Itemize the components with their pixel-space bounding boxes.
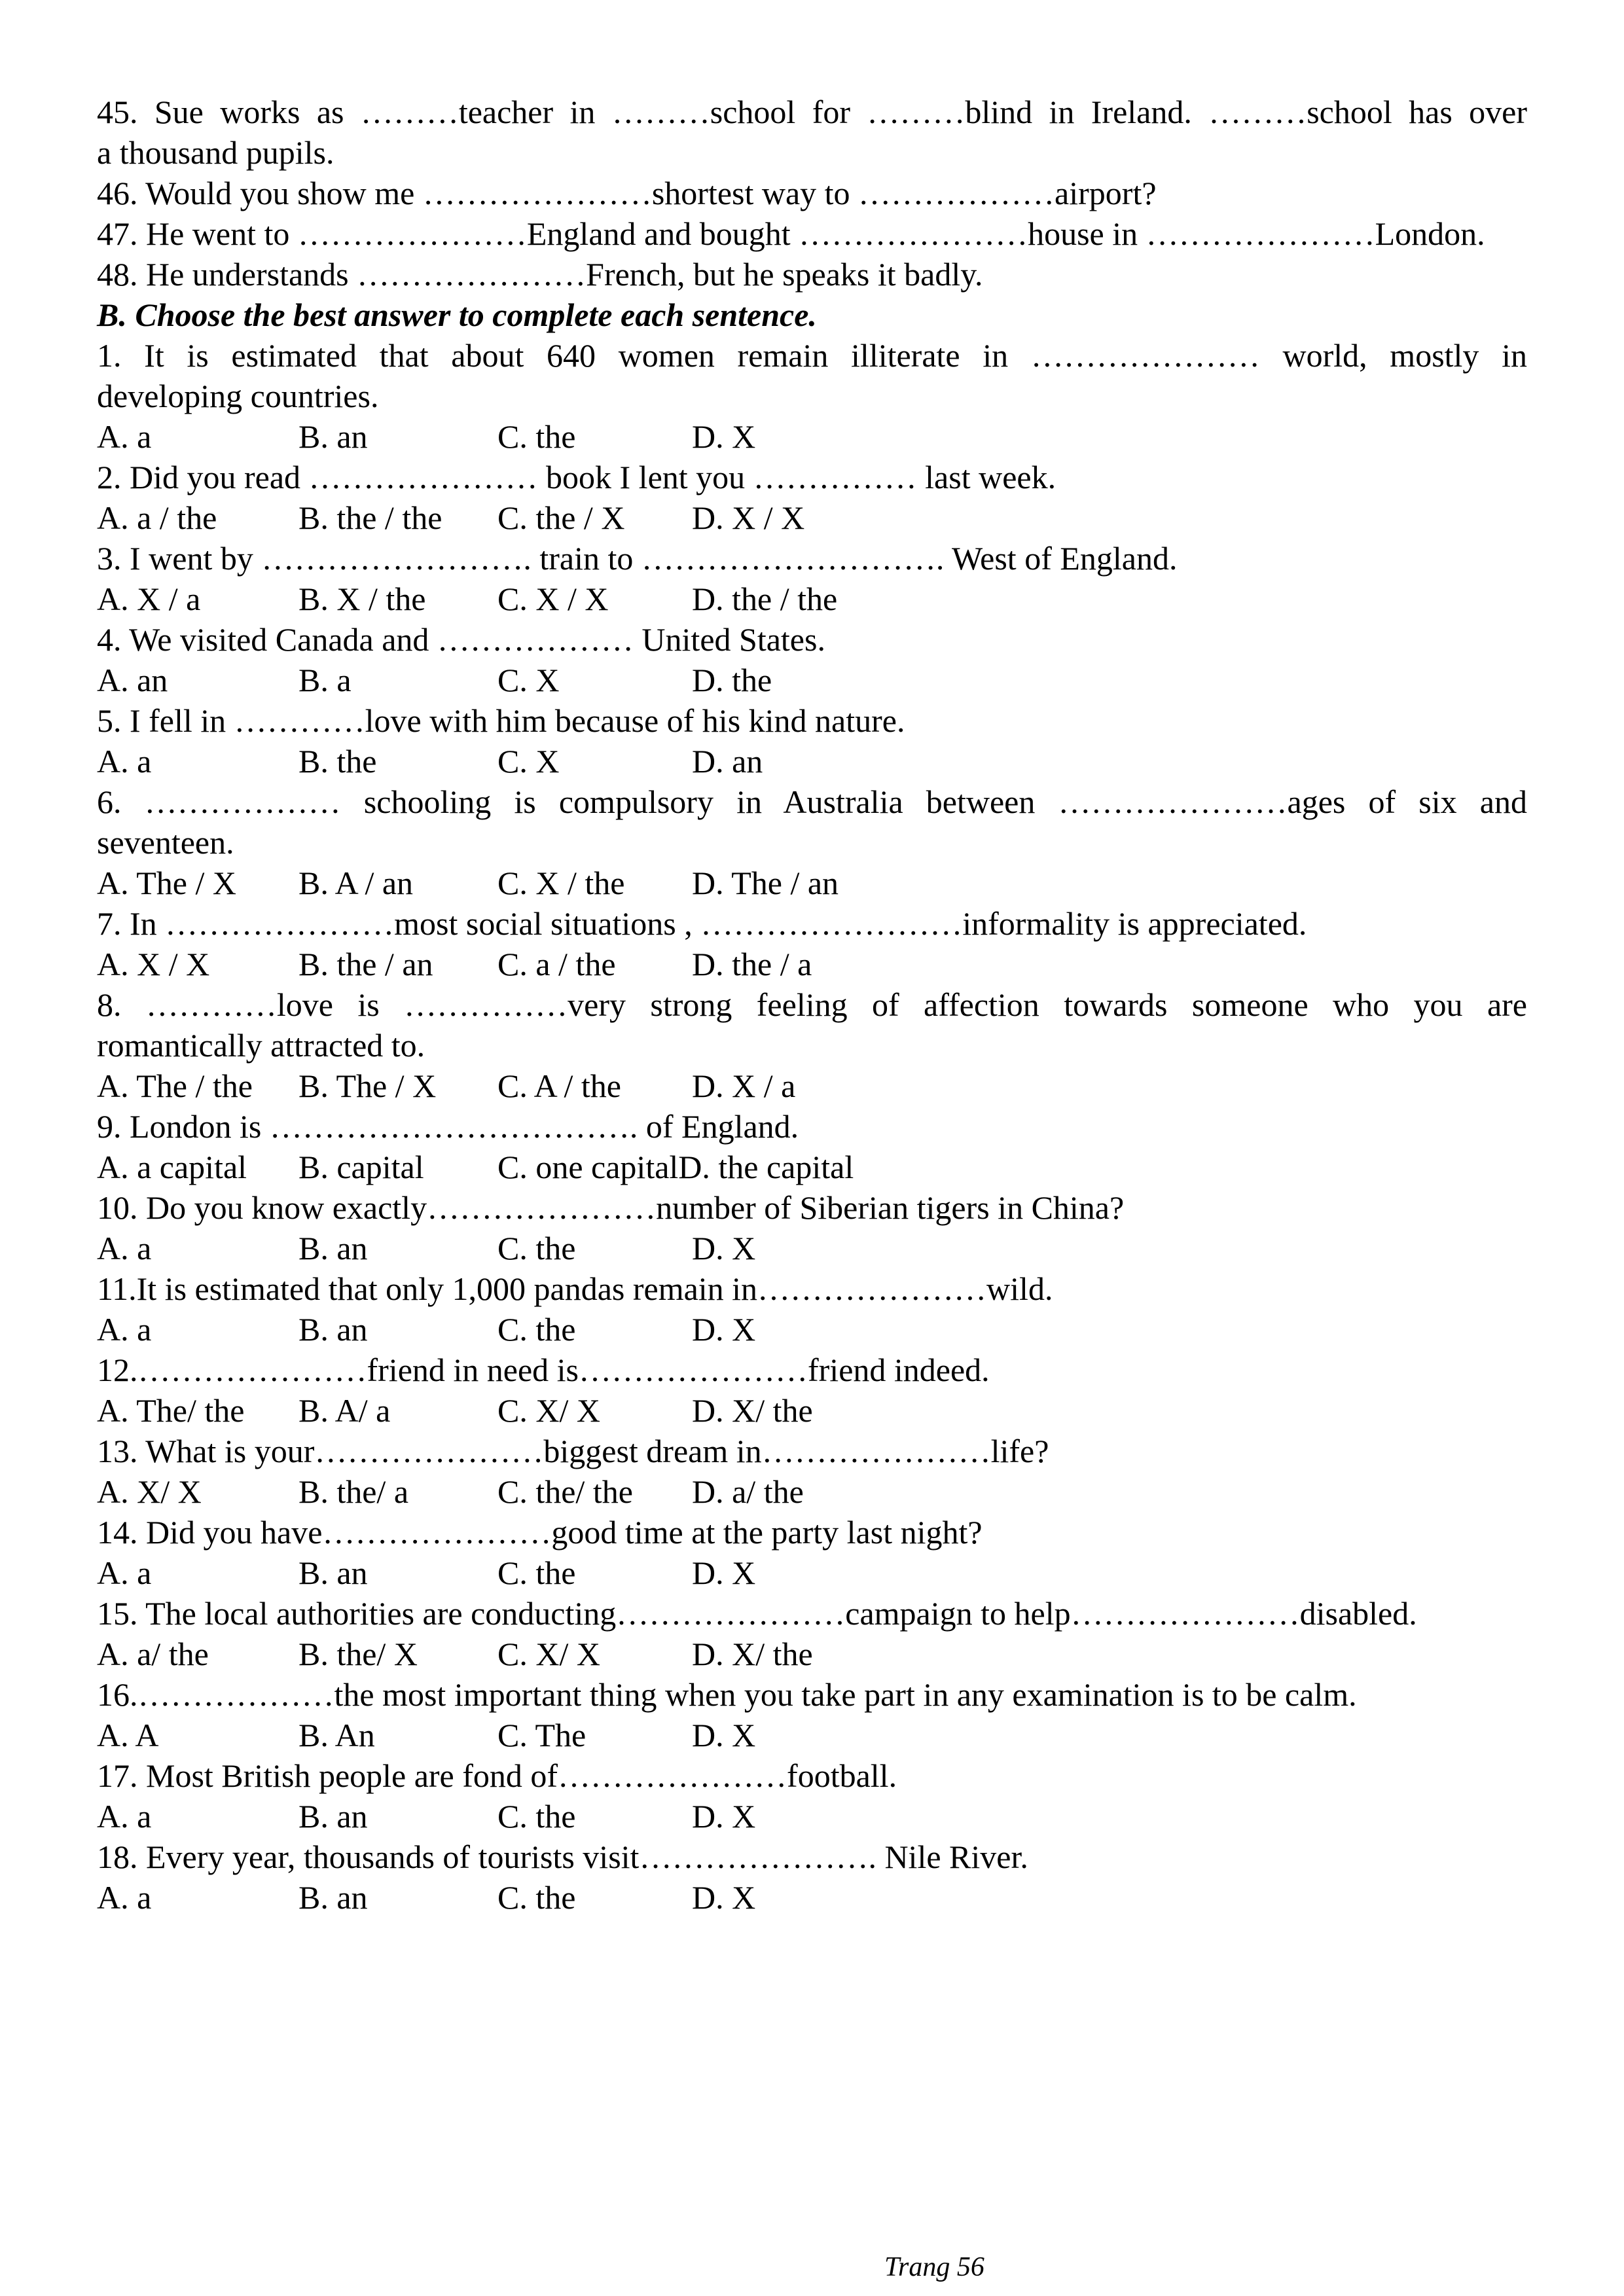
option-b: B. an (298, 1879, 368, 1916)
question-line: 17. Most British people are fond of…………………football. (97, 1757, 897, 1794)
question-line: 4. We visited Canada and ……………… United States. (97, 621, 825, 658)
option-d: D. X/ the (692, 1636, 813, 1672)
option-d: D. X (692, 1798, 756, 1835)
question-line: seventeen. (97, 824, 234, 861)
option-d: D. X (692, 418, 756, 455)
options-row (97, 944, 1527, 984)
options-row (97, 1390, 1527, 1431)
question-line: 11.It is estimated that only 1,000 pandas remain in…………………wild. (97, 1270, 1053, 1307)
option-a: A. a capital (97, 1149, 247, 1185)
question-line: 7. In …………………most social situations , ……………………informality is appreciated. (97, 905, 1307, 942)
worksheet-content (97, 92, 1527, 1918)
question-line: 18. Every year, thousands of tourists visit…………………. Nile River. (97, 1839, 1028, 1875)
question-line: 46. Would you show me …………………shortest way to ………………airport? (97, 175, 1157, 211)
option-a: A. The/ the (97, 1392, 245, 1429)
question-line: 10. Do you know exactly…………………number of Siberian tigers in China? (97, 1189, 1125, 1226)
options-row (97, 416, 1527, 457)
option-b: B. An (298, 1717, 375, 1753)
option-a: A. The / the (97, 1067, 253, 1104)
question-line: 13. What is your…………………biggest dream in…………………life? (97, 1433, 1049, 1469)
question-line: 1. It is estimated that about 640 women remain illiterate in ………………… world, mostly in (97, 337, 1527, 374)
option-c: C. X/ X (497, 1392, 600, 1429)
option-b: B. A/ a (298, 1392, 391, 1429)
option-b: B. the/ a (298, 1473, 409, 1510)
option-d: D. an (692, 743, 763, 780)
question-line: 6. ……………… schooling is compulsory in Australia between …………………ages of six and (97, 783, 1527, 820)
option-a: A. X / X (97, 946, 210, 982)
option-b: B. The / X (298, 1067, 437, 1104)
option-b: B. an (298, 1311, 368, 1348)
question-line: 48. He understands …………………French, but he speaks it badly. (97, 256, 983, 293)
question-line: 16.………………the most important thing when you take part in any examination is to be calm. (97, 1676, 1357, 1713)
option-a: A. a (97, 1879, 152, 1916)
section-heading: B. Choose the best answer to complete each sentence. (97, 296, 817, 333)
option-b: B. A / an (298, 865, 414, 901)
option-c: C. X (497, 662, 560, 698)
question-line: 3. I went by ……………………. train to ………………………. West of England. (97, 540, 1178, 577)
option-d: D. X / a (692, 1067, 796, 1104)
option-c: C. the (497, 1554, 576, 1591)
question-line: 2. Did you read ………………… book I lent you …………… last week. (97, 459, 1056, 495)
option-c: C. the (497, 1311, 576, 1348)
question-line: 5. I fell in …………love with him because of his kind nature. (97, 702, 905, 739)
option-d: D. a/ the (692, 1473, 804, 1510)
option-b: B. the (298, 743, 377, 780)
options-row (97, 1552, 1527, 1593)
option-b: B. capital (298, 1149, 424, 1185)
option-c: C. a / the (497, 946, 616, 982)
question-line: 8. …………love is ……………very strong feeling of affection towards someone who you are (97, 986, 1527, 1023)
option-a: A. A (97, 1717, 159, 1753)
option-d: D. the (692, 662, 772, 698)
option-c: C. A / the (497, 1067, 621, 1104)
option-c: C. one capital (497, 1149, 679, 1185)
option-b: B. an (298, 418, 368, 455)
options-row (97, 1147, 1527, 1187)
option-a: A. a/ the (97, 1636, 209, 1672)
option-d: D. the / the (692, 581, 838, 617)
options-row (97, 1309, 1527, 1350)
option-c: C. the (497, 1230, 576, 1266)
question-line: 45. Sue works as ………teacher in ………school for ………blind in Ireland. ………school has over (97, 94, 1527, 130)
option-a: A. The / X (97, 865, 236, 901)
option-b: B. X / the (298, 581, 426, 617)
options-row (97, 497, 1527, 538)
option-b: B. a (298, 662, 352, 698)
option-d: D. X (692, 1311, 756, 1348)
option-a: A. X / a (97, 581, 201, 617)
options-row (97, 1066, 1527, 1106)
option-c: C. the (497, 1798, 576, 1835)
options-row (97, 579, 1527, 619)
option-d: D. The / an (692, 865, 839, 901)
question-line: developing countries. (97, 378, 379, 414)
options-row (97, 1877, 1527, 1918)
option-d: D. the capital (678, 1149, 854, 1185)
option-a: A. a (97, 1798, 152, 1835)
question-line: 12.…………………friend in need is…………………friend indeed. (97, 1352, 990, 1388)
option-d: D. X (692, 1717, 756, 1753)
question-line: 15. The local authorities are conducting…………………campaign to help…………………disabled. (97, 1595, 1417, 1632)
page-footer (884, 2250, 984, 2284)
option-d: D. X (692, 1230, 756, 1266)
option-c: C. X / X (497, 581, 609, 617)
option-b: B. the / the (298, 499, 442, 536)
option-a: A. a (97, 1230, 152, 1266)
options-row (97, 1715, 1527, 1755)
option-d: D. X / X (692, 499, 805, 536)
options-row (97, 1634, 1527, 1674)
option-c: C. the/ the (497, 1473, 633, 1510)
option-b: B. an (298, 1230, 368, 1266)
options-row (97, 863, 1527, 903)
options-row (97, 1471, 1527, 1512)
option-c: C. X / the (497, 865, 625, 901)
question-line: 14. Did you have…………………good time at the party last night? (97, 1514, 983, 1551)
option-d: D. the / a (692, 946, 812, 982)
options-row (97, 1796, 1527, 1837)
options-row (97, 741, 1527, 781)
option-d: D. X (692, 1879, 756, 1916)
options-row (97, 1228, 1527, 1268)
question-line: 47. He went to …………………England and bought …………………house in …………………London. (97, 215, 1485, 252)
option-c: C. X (497, 743, 560, 780)
option-c: C. the / X (497, 499, 625, 536)
option-b: B. an (298, 1798, 368, 1835)
option-c: C. The (497, 1717, 586, 1753)
page-number-label: Trang 56 (884, 2252, 984, 2282)
option-d: D. X/ the (692, 1392, 813, 1429)
option-a: A. a / the (97, 499, 217, 536)
option-b: B. the/ X (298, 1636, 418, 1672)
option-b: B. an (298, 1554, 368, 1591)
option-a: A. a (97, 418, 152, 455)
option-a: A. an (97, 662, 168, 698)
option-a: A. a (97, 1311, 152, 1348)
options-row (97, 660, 1527, 700)
question-line: 9. London is ……………………………. of England. (97, 1108, 799, 1145)
option-a: A. X/ X (97, 1473, 202, 1510)
option-a: A. a (97, 1554, 152, 1591)
option-c: C. the (497, 418, 576, 455)
question-line: romantically attracted to. (97, 1027, 425, 1064)
option-a: A. a (97, 743, 152, 780)
option-c: C. X/ X (497, 1636, 600, 1672)
option-d: D. X (692, 1554, 756, 1591)
option-c: C. the (497, 1879, 576, 1916)
option-b: B. the / an (298, 946, 433, 982)
question-line: a thousand pupils. (97, 134, 334, 171)
